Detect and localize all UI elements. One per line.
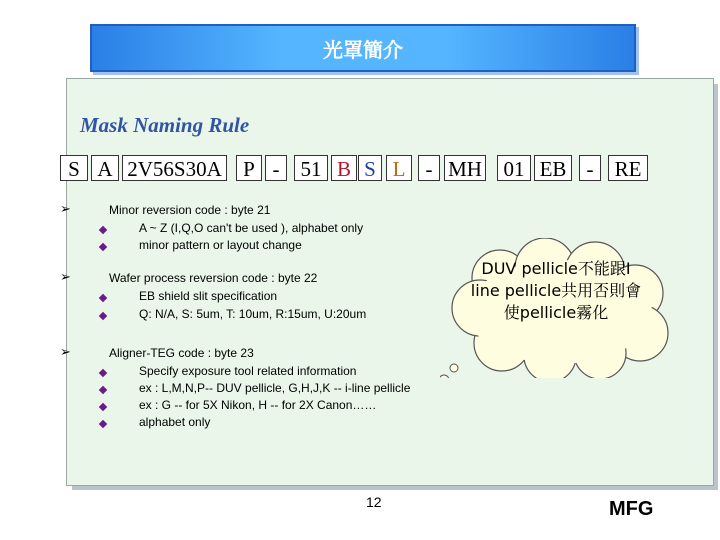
list-item: ex : G -- for 5X Nikon, H -- for 2X Canon…… xyxy=(139,398,377,412)
code-segment: - xyxy=(418,155,440,181)
code-segment: S xyxy=(60,155,88,181)
code-segment: MH xyxy=(444,155,486,181)
code-segment: 2V56S30A xyxy=(122,155,227,181)
section-heading: Aligner-TEG code : byte 23 xyxy=(109,346,254,360)
list-item: minor pattern or layout change xyxy=(139,238,302,252)
code-segment-byte22: S xyxy=(358,155,382,181)
arrow-bullet-icon: ➢ xyxy=(60,270,71,285)
code-segment-byte21: B xyxy=(331,155,357,181)
list-item: A ~ Z (I,Q,O can't be used ), alphabet only xyxy=(139,221,364,235)
code-segment: - xyxy=(265,155,287,181)
code-segment-byte23: L xyxy=(386,155,412,181)
arrow-bullet-icon: ➢ xyxy=(60,202,71,217)
slide-title: 光罩簡介 xyxy=(323,37,403,62)
code-segment: P xyxy=(236,155,262,181)
list-item: Q: N/A, S: 5um, T: 10um, R:15um, U:20um xyxy=(139,307,367,321)
list-item: ex : L,M,N,P-- DUV pellicle, G,H,J,K -- i-line pellicle xyxy=(139,381,411,395)
code-segment: A xyxy=(91,155,119,181)
title-banner xyxy=(90,24,636,72)
code-segment: RE xyxy=(608,155,648,181)
footer-label: MFG xyxy=(609,498,654,520)
code-segment: 01 xyxy=(497,155,531,181)
page-number: 12 xyxy=(366,494,382,510)
code-segment: 51 xyxy=(294,155,328,181)
list-item: EB shield slit specification xyxy=(139,289,278,303)
list-item: Specify exposure tool related information xyxy=(139,364,357,378)
section-heading: Minor reversion code : byte 21 xyxy=(109,203,271,217)
code-segment: EB xyxy=(534,155,572,181)
callout-text: DUV pellicle不能跟I line pellicle共用否則會使pellicle霧化 xyxy=(470,259,642,322)
section-heading: Wafer process reversion code : byte 22 xyxy=(109,271,318,285)
arrow-bullet-icon: ➢ xyxy=(60,345,71,360)
rule-title: Mask Naming Rule xyxy=(80,113,250,137)
code-segment: - xyxy=(579,155,601,181)
list-item: alphabet only xyxy=(139,415,211,429)
